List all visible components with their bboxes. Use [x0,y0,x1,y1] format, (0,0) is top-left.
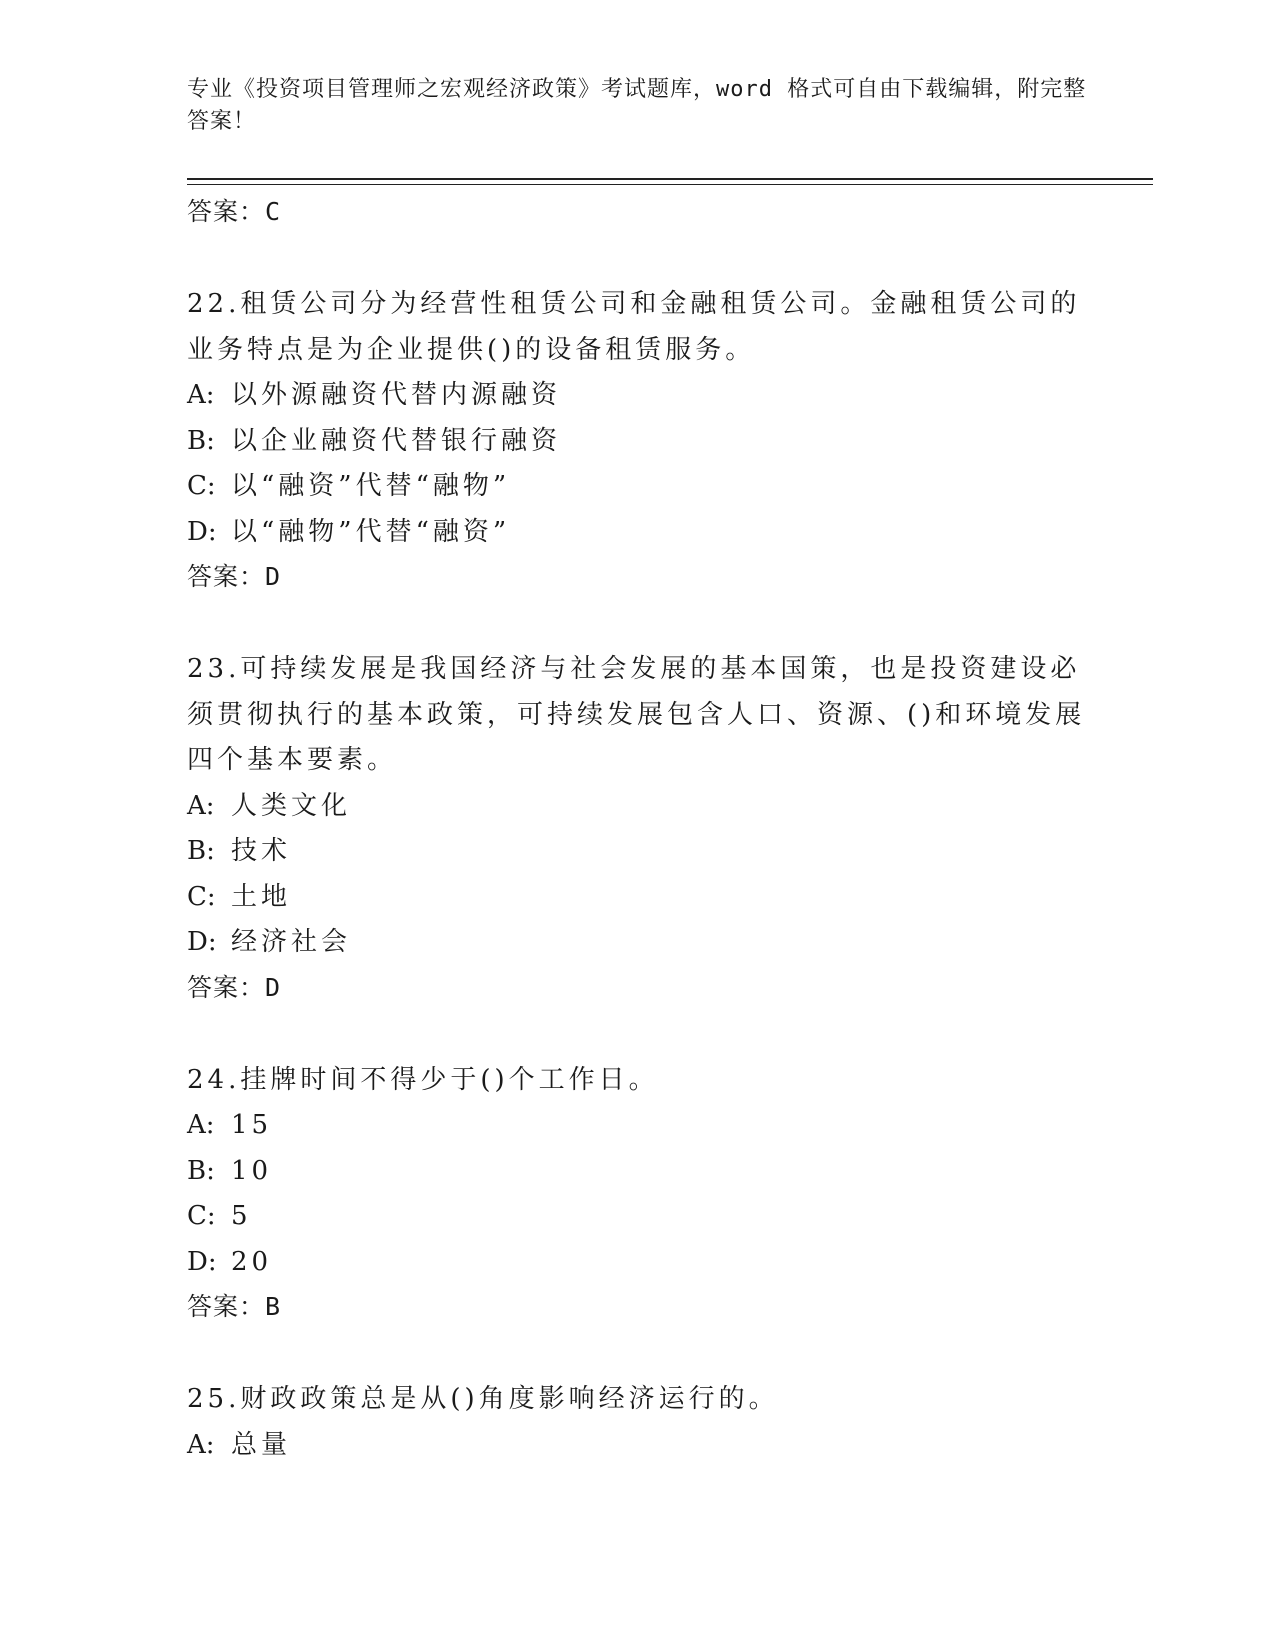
option-item [187,1149,1087,1195]
option-item [187,1194,1087,1240]
answer-label: 答案： [187,562,266,591]
question-text: 24.挂牌时间不得少于()个工作日。 [187,1064,659,1095]
option-text: 以外源融资代替内源融资 [231,380,562,410]
answer-value: D [265,972,282,1002]
answer-value: D [265,562,282,591]
option-item [187,784,1087,830]
option-item [187,829,1087,875]
option-item [187,1240,1087,1286]
question-list [187,190,1087,1468]
option-item [187,920,1087,966]
option-key: C: [187,881,216,912]
header-divider [187,178,1153,180]
option-text: 经济社会 [231,927,352,957]
question-text: 22.租赁公司分为经营性租赁公司和金融租赁公司。金融租赁公司的业务特点是为企业提供()的设备租赁服务。 [187,289,1081,365]
option-item [187,1423,1087,1469]
option-text: 20 [231,1246,273,1277]
prev-answer [187,190,1087,234]
option-key: C: [187,471,216,501]
option-key: B: [187,1155,215,1186]
option-text: 以“融资”代替“融物” [231,471,511,501]
answer-line [187,555,1087,599]
option-text: 总量 [231,1429,292,1460]
answer-value: B [265,1292,282,1321]
option-item [187,419,1087,465]
option-text: 以“融物”代替“融资” [231,516,511,547]
option-key: A: [187,1429,215,1460]
option-text: 人类文化 [231,790,352,821]
option-key: A: [187,380,215,410]
option-text: 技术 [231,836,292,866]
option-text: 10 [231,1155,273,1186]
answer-label: 答案： [187,197,266,226]
option-item [187,510,1087,556]
answer-label: 答案： [187,1292,266,1321]
answer-value: C [265,197,282,226]
answer-line [187,966,1087,1010]
option-key: D: [187,1246,217,1277]
document-header-title: 专业《投资项目管理师之宏观经济政策》考试题库，word 格式可自由下载编辑，附完整答案！ [187,77,1087,134]
header-divider-thin [187,184,1153,185]
option-text: 以企业融资代替银行融资 [231,425,562,456]
option-text: 5 [231,1201,252,1231]
question-text: 23.可持续发展是我国经济与社会发展的基本国策，也是投资建设必须贯彻执行的基本政策，可持续发展包含人口、资源、()和环境发展四个基本要素。 [187,654,1086,775]
option-text: 土地 [231,881,292,912]
option-key: B: [187,425,215,456]
option-item [187,464,1087,510]
option-key: C: [187,1201,216,1231]
option-key: D: [187,516,217,547]
option-key: A: [187,790,215,821]
question-text: 25.财政政策总是从()角度影响经济运行的。 [187,1384,779,1414]
option-item [187,875,1087,921]
option-key: B: [187,836,215,866]
option-key: A: [187,1110,215,1140]
option-key: D: [187,927,217,957]
option-text: 15 [231,1110,273,1140]
option-item [187,1103,1087,1149]
option-item [187,373,1087,419]
answer-label: 答案： [187,972,266,1002]
answer-line [187,1285,1087,1329]
